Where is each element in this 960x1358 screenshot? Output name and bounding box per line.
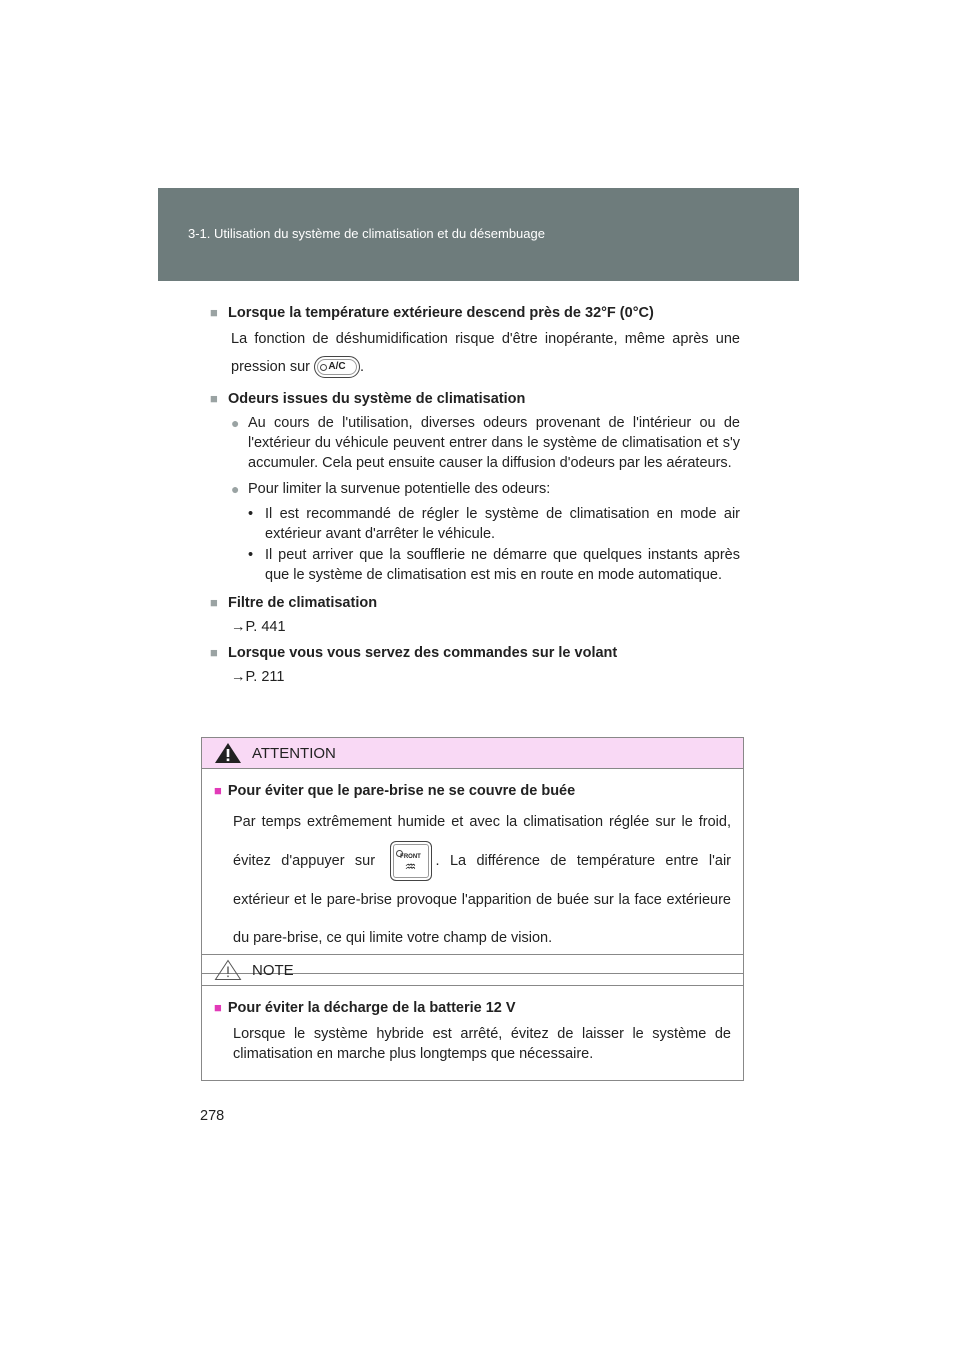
square-bullet-icon: ■ [214, 1000, 222, 1015]
section-heading: Lorsque la température extérieure descend près de 32°F (0°C) [228, 305, 654, 321]
chapter-header [158, 188, 799, 281]
attention-box: ATTENTION ■ Pour éviter que le pare-brise ne se couvre de buée Par temps extrêmement humide et avec la climatisation réglée sur le froid, évitez d'appuyer sur ♒ FRONT . La différence de température entre l'air extérieur et le pare-brise provoque l'apparition de buée sur la face extérieure du pare-brise, ce qui limite votre champ de vision. [201, 737, 744, 974]
section-steering [210, 645, 740, 685]
section-heading: Lorsque vous vous servez des commandes sur le volant [228, 645, 618, 661]
note-text: Lorsque le système hybride est arrêté, évitez de laisser le système de climatisation en marche plus longtemps que nécessaire. [233, 1026, 731, 1062]
note-title: NOTE [252, 961, 294, 979]
square-bullet-icon: ■ [210, 645, 218, 660]
page-reference-link[interactable]: →P. 211 [231, 669, 285, 685]
list-item: ● Au cours de l'utilisation, diverses odeurs provenant de l'intérieur ou de l'extérieur du véhicule peuvent entrer dans le système de climatisation et s'y accumuler. Cela peut ensuite causer la diffusion d'odeurs par les aérateurs. [231, 415, 740, 471]
square-bullet-icon: ■ [210, 391, 218, 406]
bullet-icon: • [248, 506, 254, 522]
section-odors [210, 391, 740, 585]
main-content [210, 305, 740, 685]
section-filter [210, 595, 740, 635]
section-heading: Filtre de climatisation [228, 595, 378, 611]
list-item: ● Pour limiter la survenue potentielle des odeurs: [231, 481, 551, 497]
section-temperature: ■ Lorsque la température extérieure descend près de 32°F (0°C) La fonction de déshumidification risque d'être inopérante, même après une pression sur A/C . [210, 305, 740, 381]
ac-button-icon: A/C [314, 356, 360, 378]
attention-title: ATTENTION [252, 744, 336, 762]
caution-outline-icon [214, 959, 242, 981]
note-heading: Pour éviter la décharge de la batterie 12 V [227, 1000, 516, 1016]
list-item: • Il peut arriver que la soufflerie ne démarre que quelques instants après que le système de climatisation est mis en route en mode automatique. [248, 546, 740, 585]
note-box [201, 954, 744, 1081]
square-bullet-icon: ■ [214, 783, 222, 798]
chapter-title: 3-1. Utilisation du système de climatisation et du désembuage [188, 226, 545, 241]
warning-icon [214, 742, 242, 764]
page-number: 278 [200, 1108, 225, 1124]
section-text: La fonction de déshumidification risque d'être inopérante, même après une pression sur [231, 331, 740, 375]
section-heading: Odeurs issues du système de climatisation [228, 391, 526, 407]
bullet-icon: • [248, 547, 254, 563]
circle-bullet-icon: ● [231, 481, 240, 497]
attention-heading: Pour éviter que le pare-brise ne se couvre de buée [227, 783, 576, 799]
page-reference-link[interactable]: →P. 441 [231, 619, 286, 635]
square-bullet-icon: ■ [210, 305, 218, 320]
front-defroster-button-icon: ♒ FRONT [390, 841, 432, 881]
list-item: • Il est recommandé de régler le système de climatisation en mode air extérieur avant d'arrêter le véhicule. [248, 505, 740, 544]
attention-text: Par temps extrêmement humide et avec la climatisation réglée sur le froid, évitez d'appuyer sur [233, 814, 731, 869]
circle-bullet-icon: ● [231, 415, 240, 431]
square-bullet-icon: ■ [210, 595, 218, 610]
